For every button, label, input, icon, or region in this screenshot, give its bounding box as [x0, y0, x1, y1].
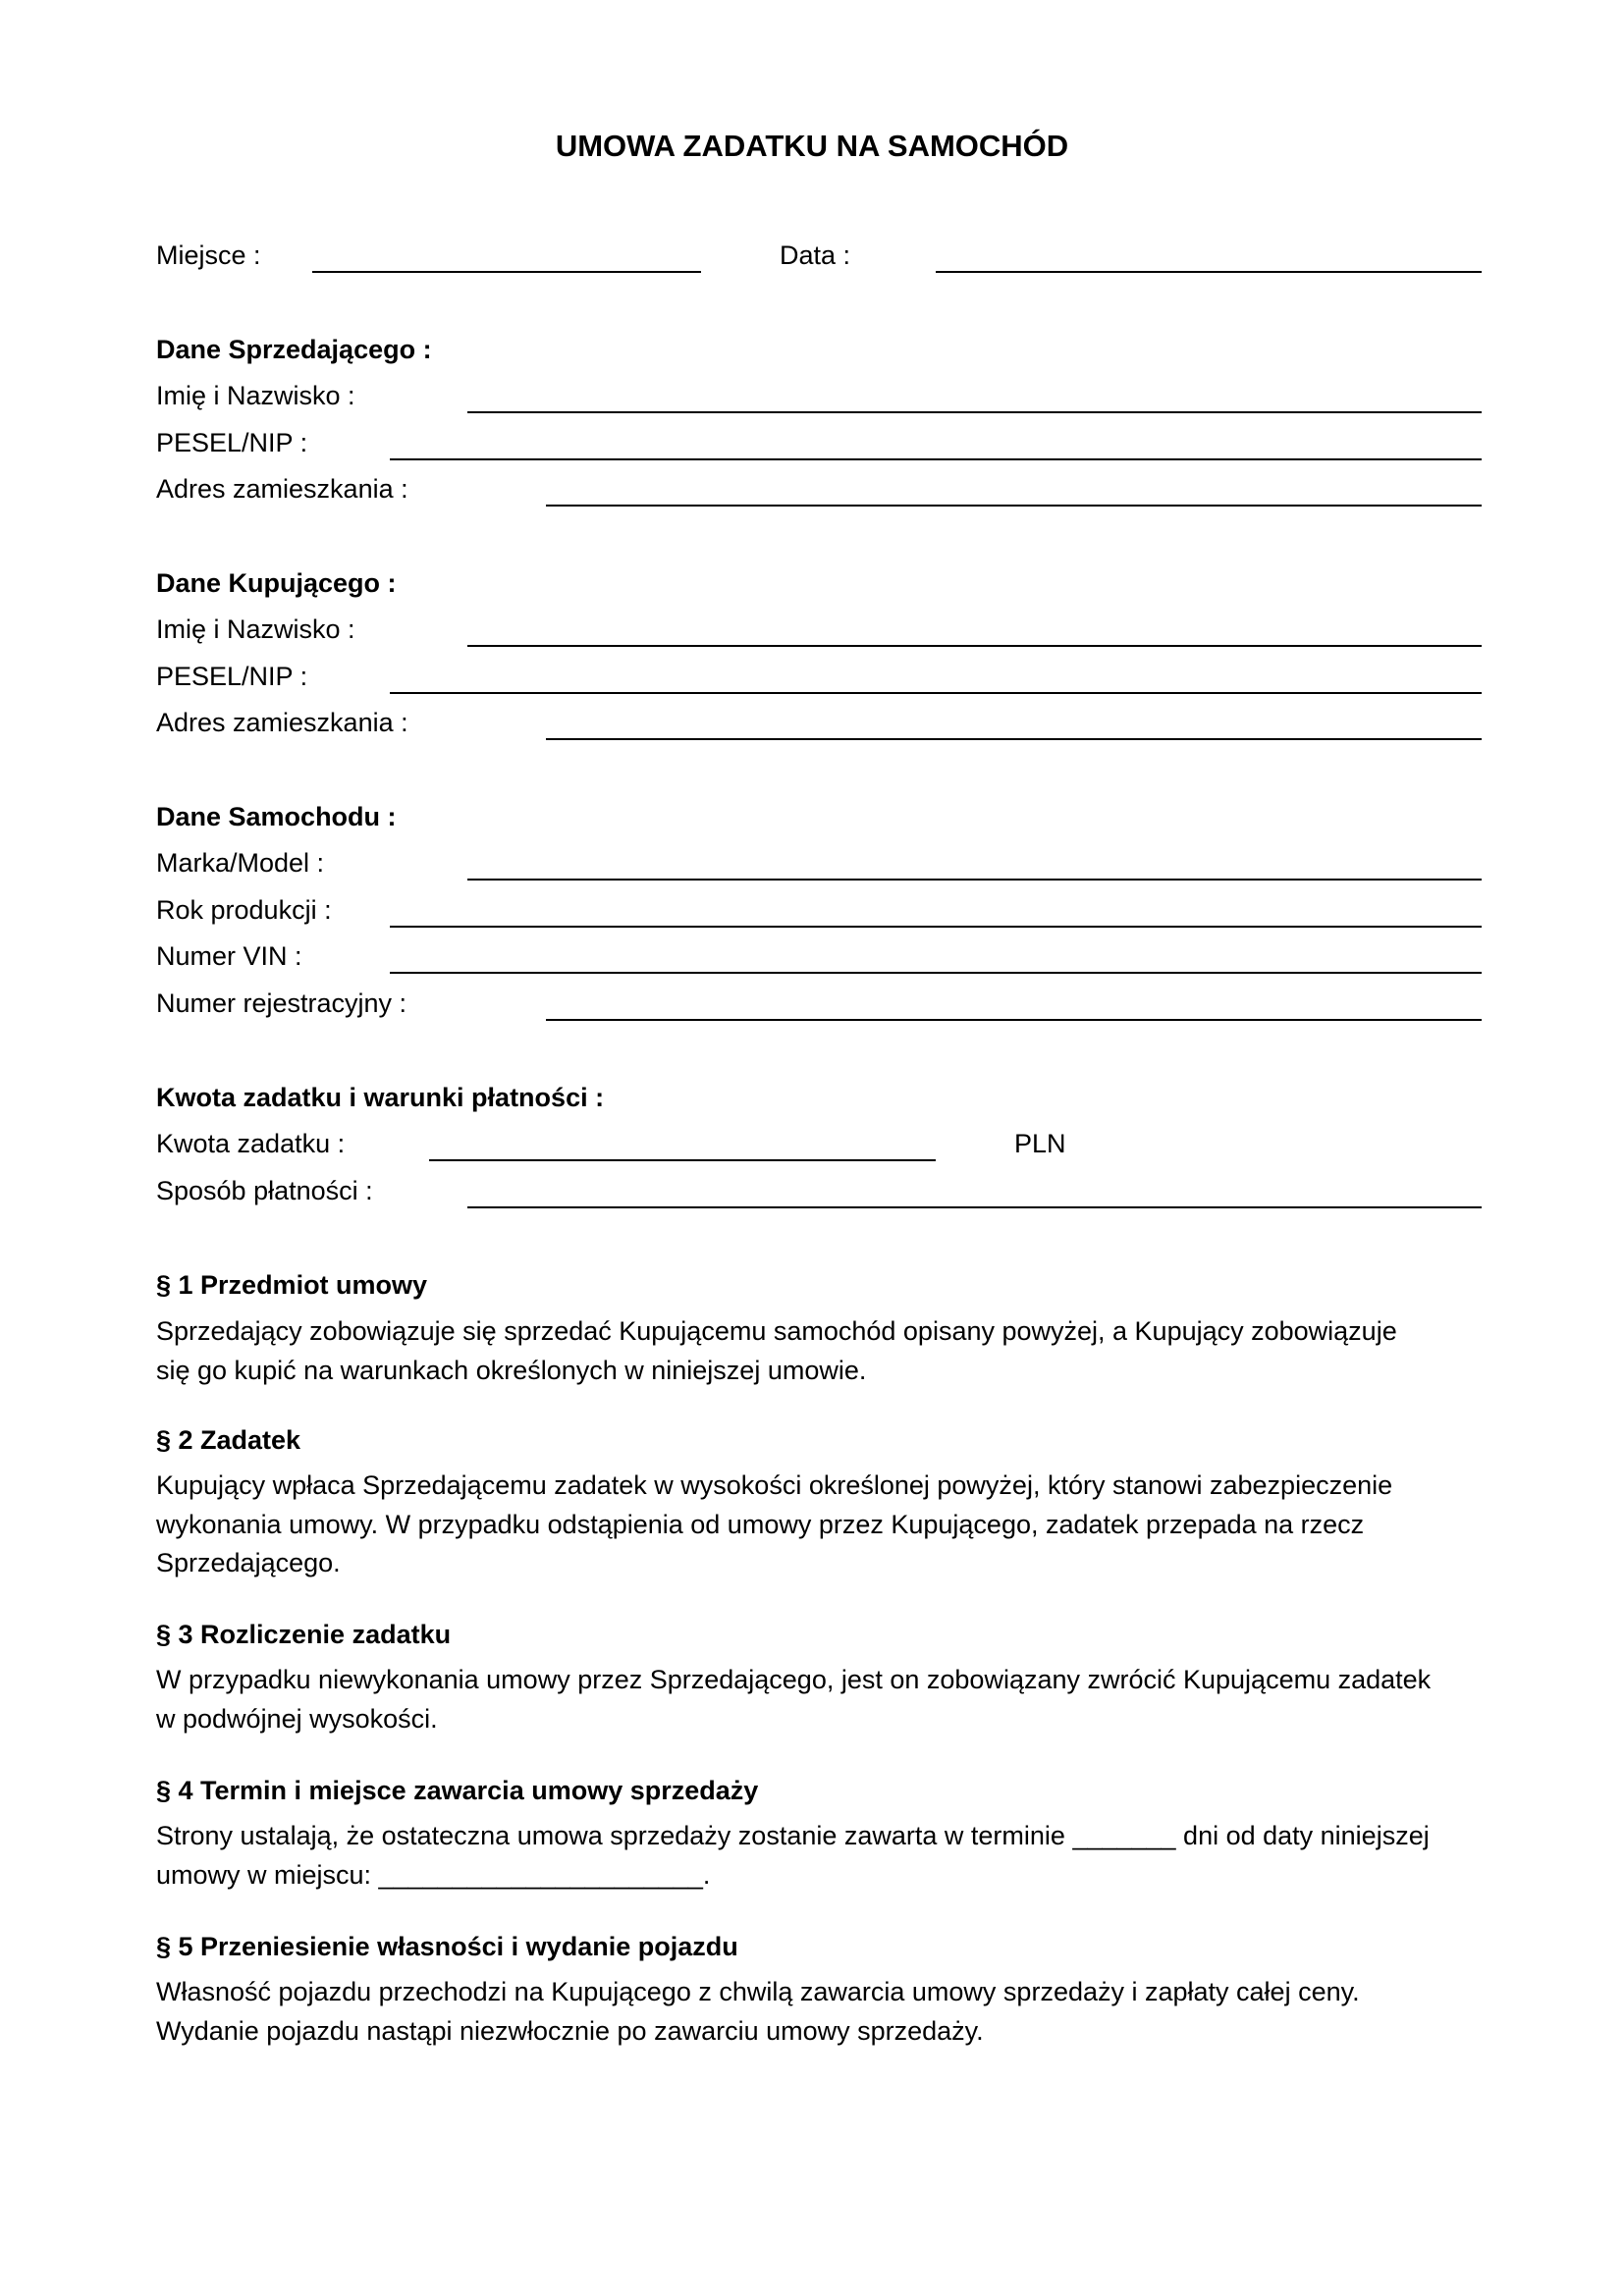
- car-make-label: Marka/Model :: [156, 848, 325, 878]
- section-2-heading: § 2 Zadatek: [156, 1425, 301, 1455]
- section-2-body: [156, 1467, 1491, 1583]
- date-field[interactable]: [936, 271, 1482, 273]
- place-label: Miejsce :: [156, 240, 261, 270]
- seller-address-label: Adres zamieszkania :: [156, 474, 408, 504]
- buyer-address-label: Adres zamieszkania :: [156, 708, 408, 737]
- car-vin-label: Numer VIN :: [156, 941, 302, 971]
- buyer-pesel-field[interactable]: [390, 692, 1482, 694]
- section-4-heading: § 4 Termin i miejsce zawarcia umowy sprzedaży: [156, 1776, 759, 1805]
- section-5-line: Wydanie pojazdu nastąpi niezwłocznie po zawarciu umowy sprzedaży.: [156, 2015, 984, 2046]
- section-4-line: Strony ustalają, że ostateczna umowa sprzedaży zostanie zawarta w terminie _______ dni od daty niniejszej: [156, 1821, 1430, 1850]
- date-label: Data :: [780, 240, 851, 270]
- section-2-line: Kupujący wpłaca Sprzedającemu zadatek w wysokości określonej powyżej, który stanowi zabezpieczenie: [156, 1470, 1393, 1500]
- payment-method-field[interactable]: [467, 1206, 1482, 1208]
- section-4-body: [156, 1817, 1491, 1895]
- buyer-name-field[interactable]: [467, 645, 1482, 647]
- car-make-field[interactable]: [467, 879, 1482, 881]
- section-5-body: [156, 1973, 1491, 2051]
- amount-field[interactable]: [429, 1159, 936, 1161]
- buyer-pesel-label: PESEL/NIP :: [156, 662, 308, 691]
- seller-name-label: Imię i Nazwisko :: [156, 381, 355, 410]
- seller-heading: Dane Sprzedającego :: [156, 335, 432, 364]
- section-2-line: wykonania umowy. W przypadku odstąpienia od umowy przez Kupującego, zadatek przepada na rzecz: [156, 1509, 1365, 1539]
- car-heading: Dane Samochodu :: [156, 802, 397, 831]
- car-vin-field[interactable]: [390, 972, 1482, 974]
- car-registration-field[interactable]: [546, 1019, 1482, 1021]
- section-3-body: [156, 1661, 1491, 1738]
- buyer-name-label: Imię i Nazwisko :: [156, 614, 355, 644]
- section-1-heading: § 1 Przedmiot umowy: [156, 1270, 428, 1300]
- section-1-line: Sprzedający zobowiązuje się sprzedać Kupującemu samochód opisany powyżej, a Kupujący zobowiązuje: [156, 1316, 1397, 1346]
- section-4-line: umowy w miejscu: ______________________.: [156, 1859, 711, 1890]
- currency-label: PLN: [1014, 1129, 1066, 1158]
- seller-name-field[interactable]: [467, 411, 1482, 413]
- section-3-heading: § 3 Rozliczenie zadatku: [156, 1620, 452, 1649]
- payment-method-label: Sposób płatności :: [156, 1176, 373, 1205]
- seller-address-field[interactable]: [546, 505, 1482, 507]
- section-3-line: W przypadku niewykonania umowy przez Sprzedającego, jest on zobowiązany zwrócić Kupującemu zadatek: [156, 1665, 1432, 1694]
- car-year-label: Rok produkcji :: [156, 895, 332, 925]
- car-registration-label: Numer rejestracyjny :: [156, 988, 407, 1018]
- section-5-line: Własność pojazdu przechodzi na Kupującego z chwilą zawarcia umowy sprzedaży i zapłaty całej ceny.: [156, 1977, 1360, 2006]
- car-year-field[interactable]: [390, 926, 1482, 928]
- seller-pesel-label: PESEL/NIP :: [156, 428, 308, 457]
- buyer-address-field[interactable]: [546, 738, 1482, 740]
- section-3-line: w podwójnej wysokości.: [156, 1703, 438, 1734]
- section-2-line: Sprzedającego.: [156, 1548, 341, 1577]
- section-1-line: się go kupić na warunkach określonych w niniejszej umowie.: [156, 1355, 867, 1385]
- document-title: UMOWA ZADATKU NA SAMOCHÓD: [555, 129, 1069, 163]
- section-5-heading: § 5 Przeniesienie własności i wydanie pojazdu: [156, 1932, 738, 1961]
- seller-pesel-field[interactable]: [390, 458, 1482, 460]
- section-1-body: [156, 1312, 1491, 1390]
- payment-heading: Kwota zadatku i warunki płatności :: [156, 1083, 605, 1112]
- place-field[interactable]: [312, 271, 701, 273]
- amount-label: Kwota zadatku :: [156, 1129, 346, 1158]
- buyer-heading: Dane Kupującego :: [156, 568, 397, 598]
